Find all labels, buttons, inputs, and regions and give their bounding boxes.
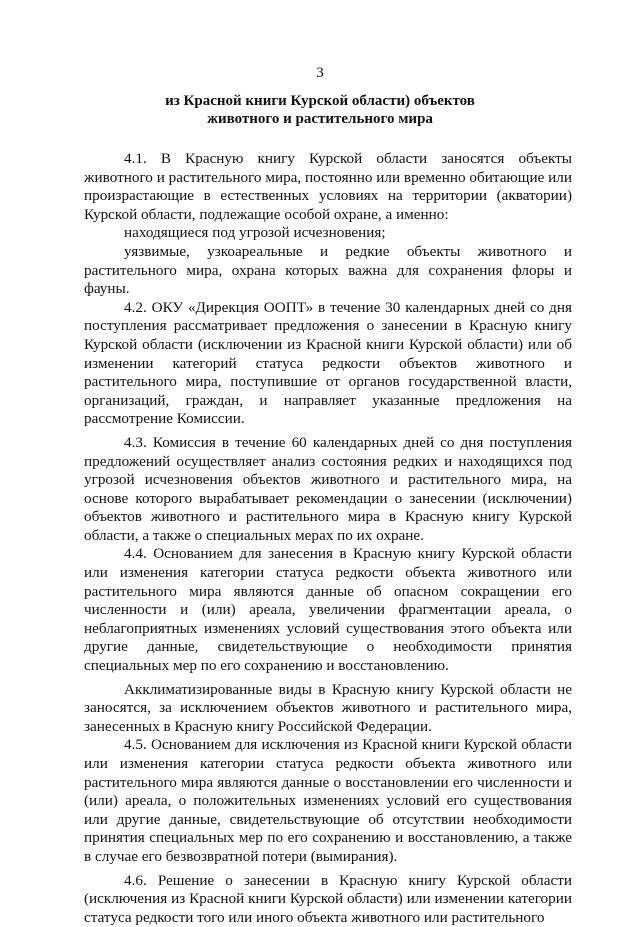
paragraph-4-6: 4.6. Решение о занесении в Красную книгу Курской области (исключения из Красной книги Курской области) или изменении категории статуса редкости того или иного объекта животного или растительного xyxy=(84,871,572,926)
paragraph-4-5: 4.5. Основанием для исключения из Красной книги Курской области или изменения категории статуса редкости объекта животного или растительного мира являются данные о восстановлении его численности и (или) ареала, о положительных изменениях условий его существования или другие данные, свидетельствующие об отсутствии необходимости принятия специальных мер по его сохранению и восстановлению, а также в случае его безвозвратной потери (вымирания). xyxy=(84,736,572,865)
paragraph-4-3: 4.3. Комиссия в течение 60 календарных дней со дня поступления предложений осуществляет анализ состояния редких и находящихся под угрозой исчезновения объектов животного и растительного мира, на основе которого вырабатывает рекомендации о занесении (исключении) объектов животного и растительного мира в Красную книгу Курской области, а также о специальных мерах по их охране. xyxy=(84,433,572,544)
section-heading-line-1: из Красной книги Курской области) объектов xyxy=(165,93,475,109)
document-body xyxy=(84,150,572,927)
paragraph-4-4: 4.4. Основанием для занесения в Красную книгу Курской области или изменения категории статуса редкости объекта животного или растительного мира являются данные об опасном сокращении его численности и (или) ареала, увеличении фрагментации ареала, о неблагоприятных изменениях условий существования этого объекта или другие данные, свидетельствующие о необходимости принятия специальных мер по его сохранению и восстановлению. xyxy=(84,545,572,675)
paragraph-4-2: 4.2. ОКУ «Дирекция ООПТ» в течение 30 календарных дней со дня поступления рассматривает предложения о занесении в Красную книгу Курской области (исключении из Красной книги Курской области) или об изменении категорий статуса редкости объектов животного и растительного мира, поступившие от органов государственной власти, организаций, граждан, и направляет указанные предложения на рассмотрение Комиссии. xyxy=(84,298,572,428)
page-number: 3 xyxy=(316,65,324,81)
paragraph-list-item-1: находящиеся под угрозой исчезновения; xyxy=(124,224,386,242)
section-heading-line-2: животного и растительного мира xyxy=(207,111,433,127)
paragraph-list-item-2: уязвимые, узкоареальные и редкие объекты животного и растительного мира, охрана которых важна для сохранения флоры и фауны. xyxy=(84,242,572,298)
section-heading xyxy=(60,92,580,128)
paragraph-4-1: 4.1. В Красную книгу Курской области заносятся объекты животного и растительного мира, постоянно или временно обитающие или произрастающие в естественных условиях на территории (акватории) Курской области, подлежащие особой охране, а именно: xyxy=(84,150,572,223)
paragraph-acclimatized: Акклиматизированные виды в Красную книгу Курской области не заносятся, за исключением объектов животного и растительного мира, занесенных в Красную книгу Российской Федерации. xyxy=(84,680,572,735)
